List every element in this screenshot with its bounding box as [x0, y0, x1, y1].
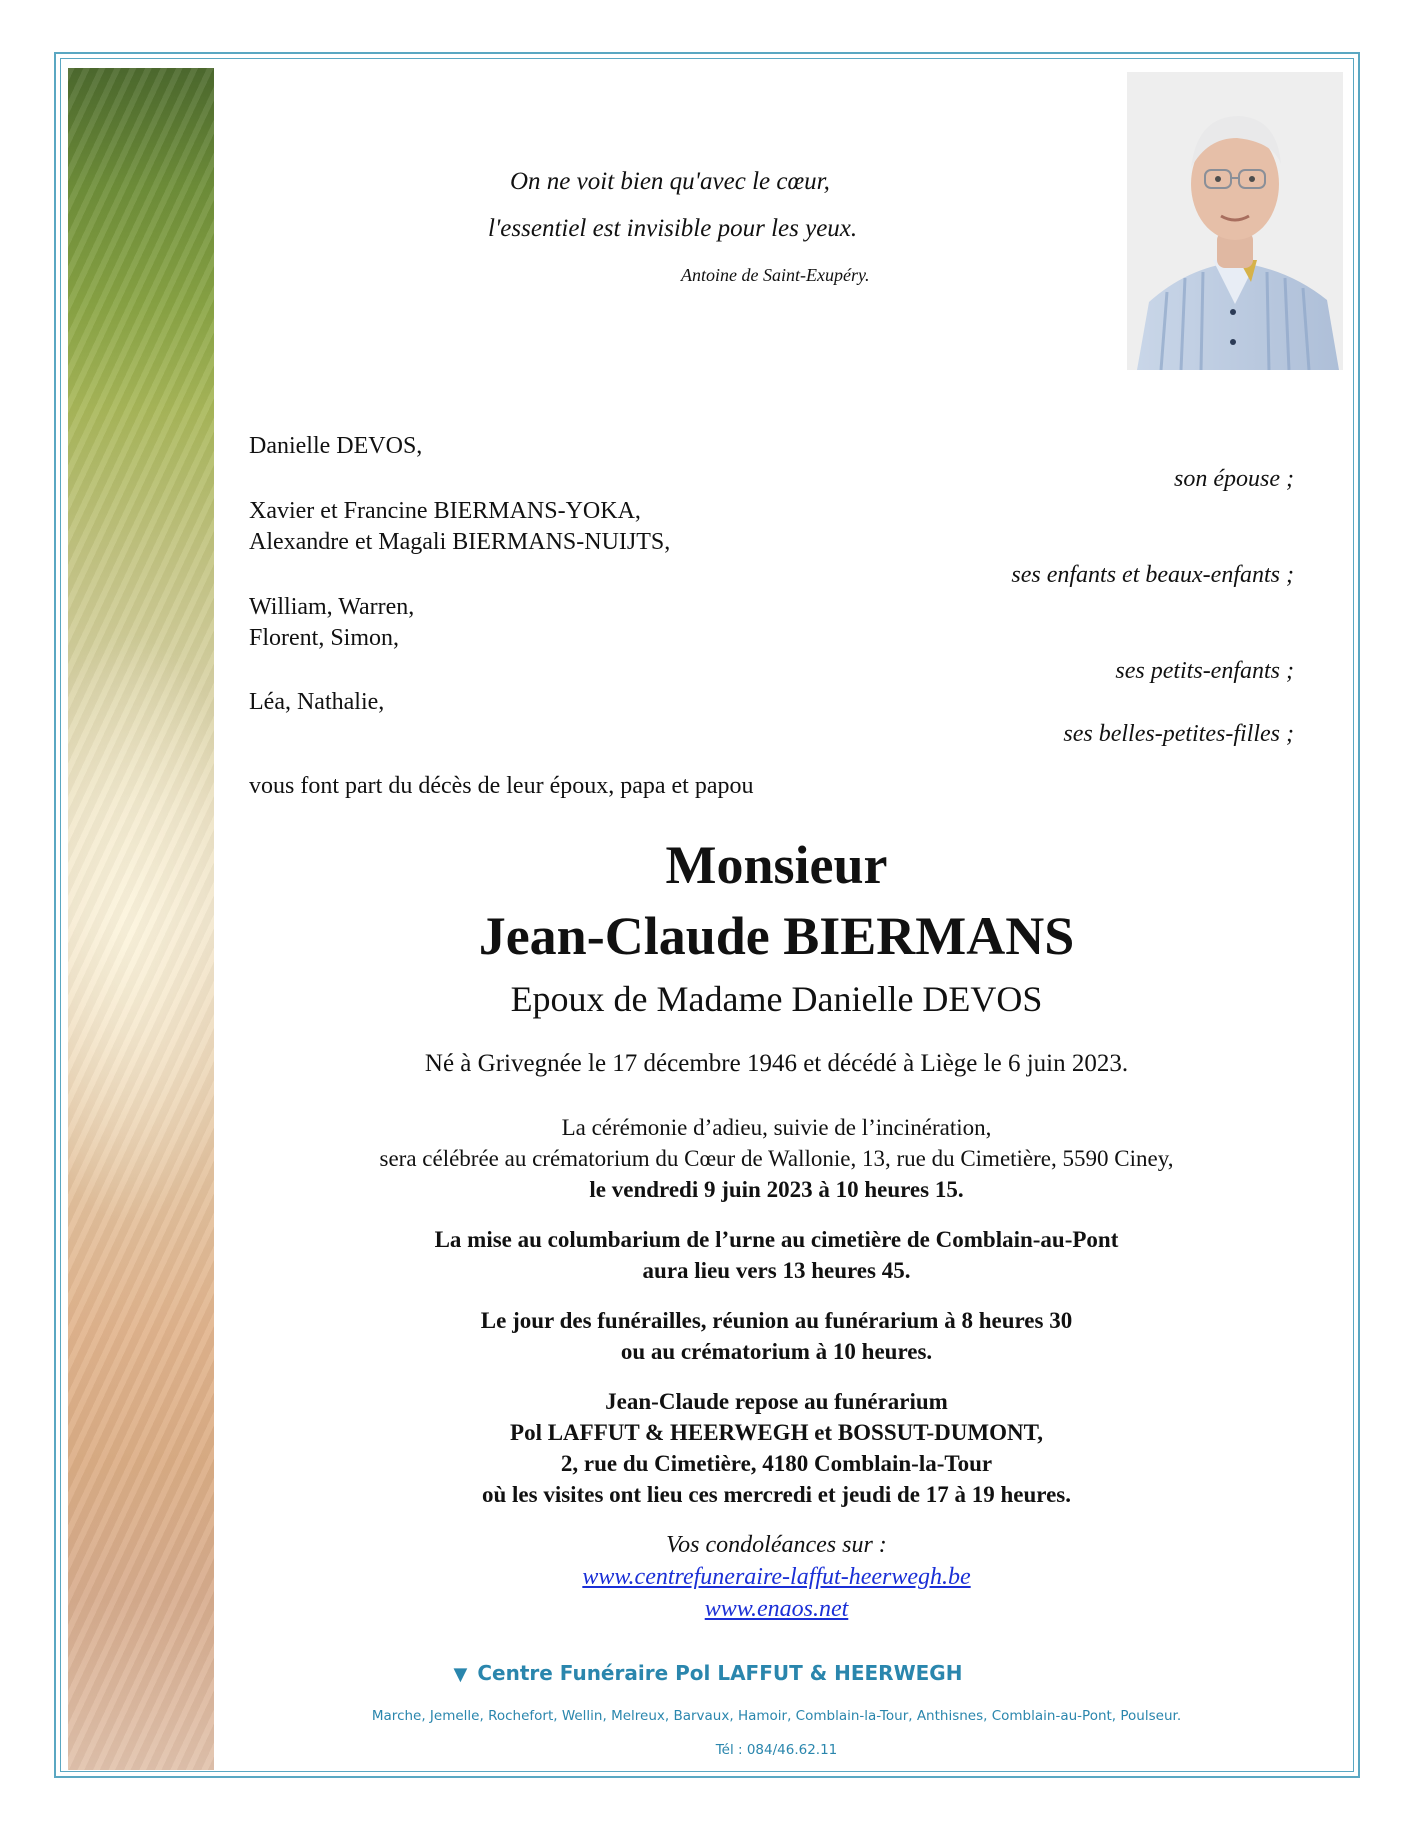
columbarium-line-2: aura lieu vers 13 heures 45. [642, 1258, 911, 1283]
family-grandchildren-role: ses petits-enfants ; [1115, 658, 1294, 684]
forest-path-image [68, 68, 214, 1770]
rest-line-4: où les visites ont lieu ces mercredi et jeudi de 17 à 19 heures. [482, 1482, 1071, 1507]
family-children-line-1: Xavier et Francine BIERMANS-YOKA, [249, 498, 641, 524]
family-spouse-role: son épouse ; [1174, 466, 1294, 492]
meeting-line-2: ou au crématorium à 10 heures. [620, 1339, 933, 1364]
condolences-label: Vos condoléances sur : [666, 1532, 887, 1558]
footer-company-name: Centre Funéraire Pol LAFFUT & HEERWEGH [477, 1661, 963, 1685]
footer-company [0, 1661, 1416, 1685]
deceased-title: Monsieur [665, 835, 888, 895]
family-grandchildren-line-2: Florent, Simon, [249, 625, 400, 651]
condolences-link-funeral-home[interactable]: www.centrefuneraire-laffut-heerwegh.be [582, 1564, 971, 1590]
ceremony-date-time: le vendredi 9 juin 2023 à 10 heures 15. [589, 1177, 964, 1202]
columbarium-line-1: La mise au columbarium de l’urne au cimetière de Comblain-au-Pont [434, 1227, 1119, 1252]
deceased-spouse-line: Epoux de Madame Danielle DEVOS [510, 979, 1043, 1019]
rest-line-1: Jean-Claude repose au funérarium [605, 1389, 948, 1414]
triangle-down-icon: ▼ [453, 1664, 468, 1685]
family-stepgrandchildren: Léa, Nathalie, [249, 689, 385, 715]
quote-line-1: On ne voit bien qu'avec le cœur, [510, 168, 830, 195]
rest-line-3: 2, rue du Cimetière, 4180 Comblain-la-Tour [560, 1451, 993, 1476]
deceased-dates: Né à Grivegnée le 17 décembre 1946 et décédé à Liège le 6 juin 2023. [424, 1050, 1129, 1077]
family-children-line-2: Alexandre et Magali BIERMANS-NUIJTS, [249, 529, 671, 555]
family-stepgrandchildren-role: ses belles-petites-filles ; [1063, 721, 1294, 747]
ceremony-line-1: La cérémonie d’adieu, suivie de l’incinération, [561, 1115, 992, 1140]
condolences-link-enaos[interactable]: www.enaos.net [704, 1596, 849, 1622]
family-announcement: vous font part du décès de leur époux, papa et papou [249, 773, 754, 799]
rest-line-2: Pol LAFFUT & HEERWEGH et BOSSUT-DUMONT, [510, 1420, 1043, 1445]
family-children-role: ses enfants et beaux-enfants ; [1011, 562, 1294, 588]
quote-line-2: l'essentiel est invisible pour les yeux. [488, 215, 858, 242]
family-grandchildren-line-1: William, Warren, [249, 594, 415, 620]
ceremony-line-2: sera célébrée au crématorium du Cœur de Wallonie, 13, rue du Cimetière, 5590 Ciney, [379, 1146, 1174, 1171]
deceased-name: Jean-Claude BIERMANS [478, 906, 1075, 966]
footer-locations: Marche, Jemelle, Rochefort, Wellin, Melreux, Barvaux, Hamoir, Comblain-la-Tour, Anthisnes, Comblain-au-Pont, Poulseur. [371, 1708, 1182, 1724]
family-spouse-name: Danielle DEVOS, [249, 433, 423, 459]
footer-telephone: Tél : 084/46.62.11 [715, 1742, 838, 1758]
quote-author: Antoine de Saint-Exupéry. [681, 265, 870, 285]
meeting-line-1: Le jour des funérailles, réunion au funérarium à 8 heures 30 [480, 1308, 1073, 1333]
